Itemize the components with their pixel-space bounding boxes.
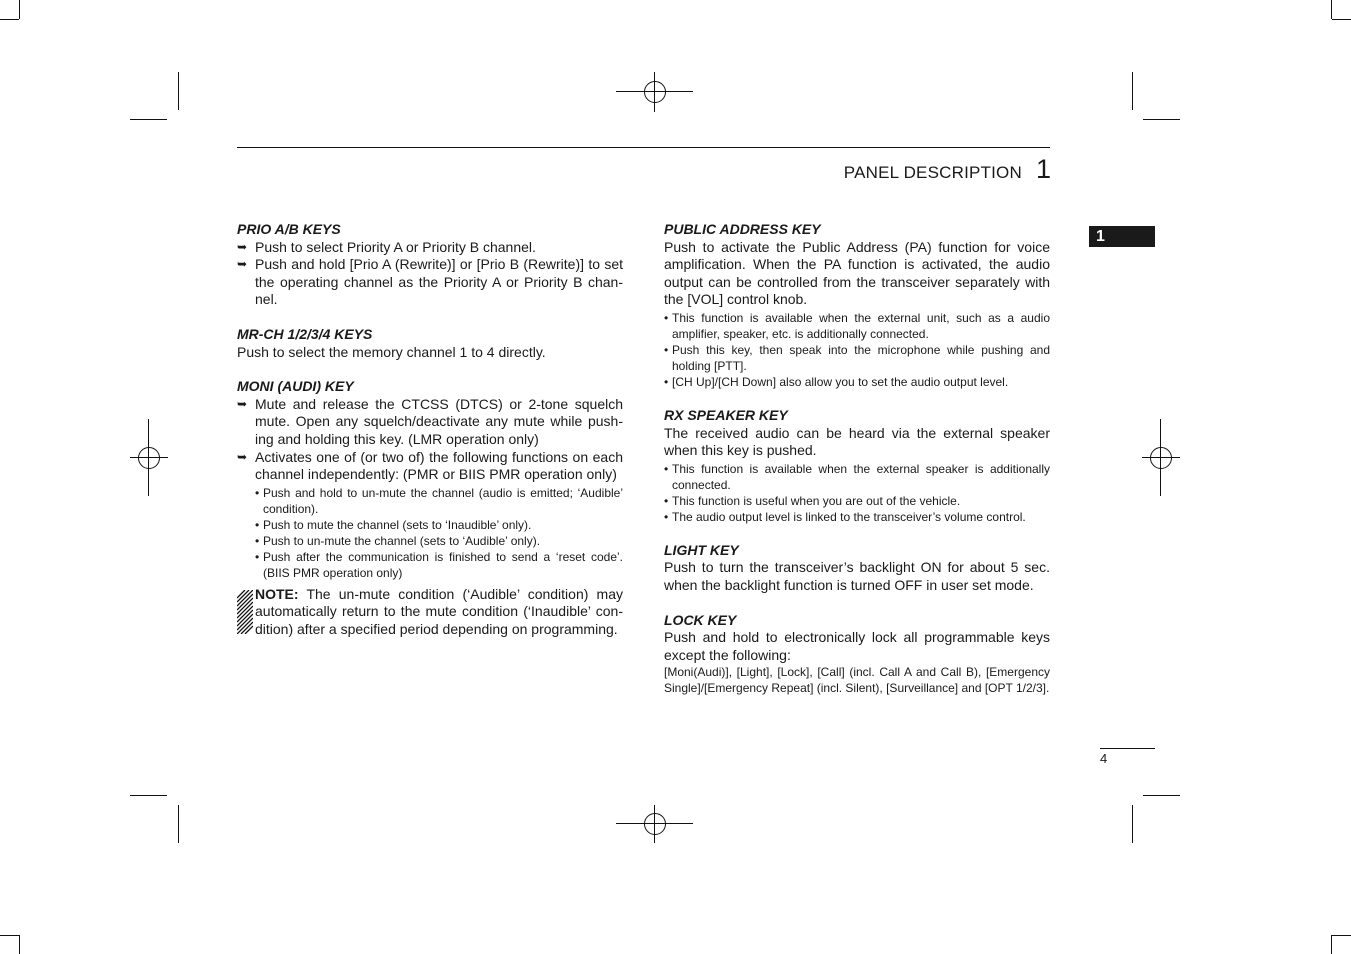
header-title: PANEL DESCRIPTION bbox=[843, 163, 1022, 182]
list-item: ➥ Push and hold [Prio A (Rewrite)] or [Prio B (Rewrite)] to set the operating channel as the Priority A or Priority B channel. bbox=[237, 256, 623, 308]
list-item: ➥ Activates one of (or two of) the following functions on each channel independently: (PMR or BIIS PMR operation only) bbox=[237, 448, 623, 483]
section-small-text: [Moni(Audi)], [Light], [Lock], [Call] (incl. Call A and Call B), [Emergency Single]/[Emergency Repeat] (incl. Silent), [Surveillance] and [OPT 1/2/3]. bbox=[664, 665, 1050, 696]
note-label: NOTE: bbox=[255, 585, 299, 602]
bullet-list bbox=[255, 485, 623, 581]
section-mr-ch-keys bbox=[237, 326, 623, 361]
page-number: 4 bbox=[1100, 751, 1108, 766]
bullet-icon: • bbox=[255, 533, 260, 548]
bullet-item: • The audio output level is linked to the transceiver’s volume control. bbox=[664, 509, 1026, 524]
arrow-icon: ➥ bbox=[237, 396, 248, 411]
registration-right-icon bbox=[1150, 447, 1172, 469]
bullet-item: • This function is available when the external speaker is additionally connected. bbox=[664, 461, 1050, 492]
section-heading: RX SPEAKER KEY bbox=[664, 406, 788, 423]
section-moni-key bbox=[237, 378, 623, 638]
section-lock-key bbox=[664, 612, 1050, 697]
section-heading: PRIO A/B KEYS bbox=[237, 221, 341, 237]
bullet-item: • Push after the communication is finished to send a ‘reset code’. (BIIS PMR operation only) bbox=[255, 549, 623, 580]
section-text: Push to turn the transceiver’s backlight ON for about 5 sec. when the backlight function is turned OFF in user set mode. bbox=[664, 559, 1050, 593]
page-number-rule bbox=[1100, 748, 1155, 749]
registration-top-icon bbox=[644, 81, 666, 103]
list-item: ➥ Push to select Priority A or Priority B channel. bbox=[237, 238, 536, 255]
bullet-item: • Push to un-mute the channel (sets to ‘Audible’ only). bbox=[255, 533, 541, 548]
section-text: The received audio can be heard via the external speaker when this key is pushed. bbox=[664, 424, 1050, 459]
bullet-item: • Push and hold to un-mute the channel (audio is emitted; ‘Audible’ condition). bbox=[255, 485, 623, 516]
note-block bbox=[237, 586, 623, 639]
bullet-icon: • bbox=[664, 461, 669, 476]
right-column bbox=[664, 221, 1050, 713]
section-heading: LIGHT KEY bbox=[664, 541, 739, 558]
bullet-icon: • bbox=[664, 342, 669, 357]
bullet-list bbox=[664, 461, 1050, 525]
note-text: The un-mute condition (‘Audible’ condition) may automatically return to the mute condition (‘Inaudible’ condition) after a specified period depending on programming. bbox=[255, 585, 623, 637]
bullet-icon: • bbox=[255, 485, 260, 500]
section-prio-keys bbox=[237, 221, 623, 309]
bullet-icon: • bbox=[255, 549, 260, 564]
bullet-list bbox=[664, 310, 1050, 390]
list-item: ➥ Mute and release the CTCSS (DTCS) or 2-tone squelch mute. Open any squelch/deactivate any mute while pushing and holding this key. (LMR operation only) bbox=[237, 395, 623, 447]
bullet-icon: • bbox=[664, 509, 669, 524]
bullet-item: • [CH Up]/[CH Down] also allow you to set the audio output level. bbox=[664, 374, 1009, 389]
section-heading: MONI (AUDI) KEY bbox=[237, 378, 354, 395]
bullet-icon: • bbox=[664, 493, 669, 508]
bullet-item: • This function is useful when you are out of the vehicle. bbox=[664, 493, 961, 508]
bullet-item: • Push to mute the channel (sets to ‘Inaudible’ only). bbox=[255, 517, 532, 532]
header-rule bbox=[237, 147, 1050, 148]
arrow-icon: ➥ bbox=[237, 257, 248, 272]
section-light-key bbox=[664, 542, 1050, 595]
section-text: Push to select the memory channel 1 to 4 directly. bbox=[237, 343, 546, 360]
arrow-icon: ➥ bbox=[237, 239, 248, 254]
chapter-tab: 1 bbox=[1089, 226, 1155, 247]
note-hatch-icon bbox=[237, 590, 253, 634]
bullet-icon: • bbox=[664, 310, 669, 325]
section-heading: MR-CH 1/2/3/4 KEYS bbox=[237, 325, 373, 342]
page-header bbox=[844, 154, 1051, 185]
section-public-address-key bbox=[664, 221, 1050, 390]
bullet-item: • Push this key, then speak into the microphone while pushing and holding [PTT]. bbox=[664, 342, 1050, 373]
section-heading: PUBLIC ADDRESS KEY bbox=[664, 221, 821, 237]
arrow-icon: ➥ bbox=[237, 449, 248, 464]
section-rx-speaker-key bbox=[664, 407, 1050, 525]
registration-left-icon bbox=[138, 447, 160, 469]
section-text: Push and hold to electronically lock all programmable keys except the following: bbox=[664, 629, 1050, 663]
bullet-icon: • bbox=[255, 517, 260, 532]
registration-bottom-icon bbox=[644, 813, 666, 835]
section-heading: LOCK KEY bbox=[664, 611, 737, 628]
bullet-item: • This function is available when the external unit, such as a audio amplifier, speaker, etc. is additionally connected. bbox=[664, 310, 1050, 341]
bullet-icon: • bbox=[664, 374, 669, 389]
section-text: Push to activate the Public Address (PA) function for voice amplification. When the PA function is activated, the audio output can be controlled from the transceiver separately with the [VOL] control knob. bbox=[664, 238, 1050, 308]
header-chapter-number: 1 bbox=[1035, 154, 1051, 184]
left-column bbox=[237, 221, 623, 656]
